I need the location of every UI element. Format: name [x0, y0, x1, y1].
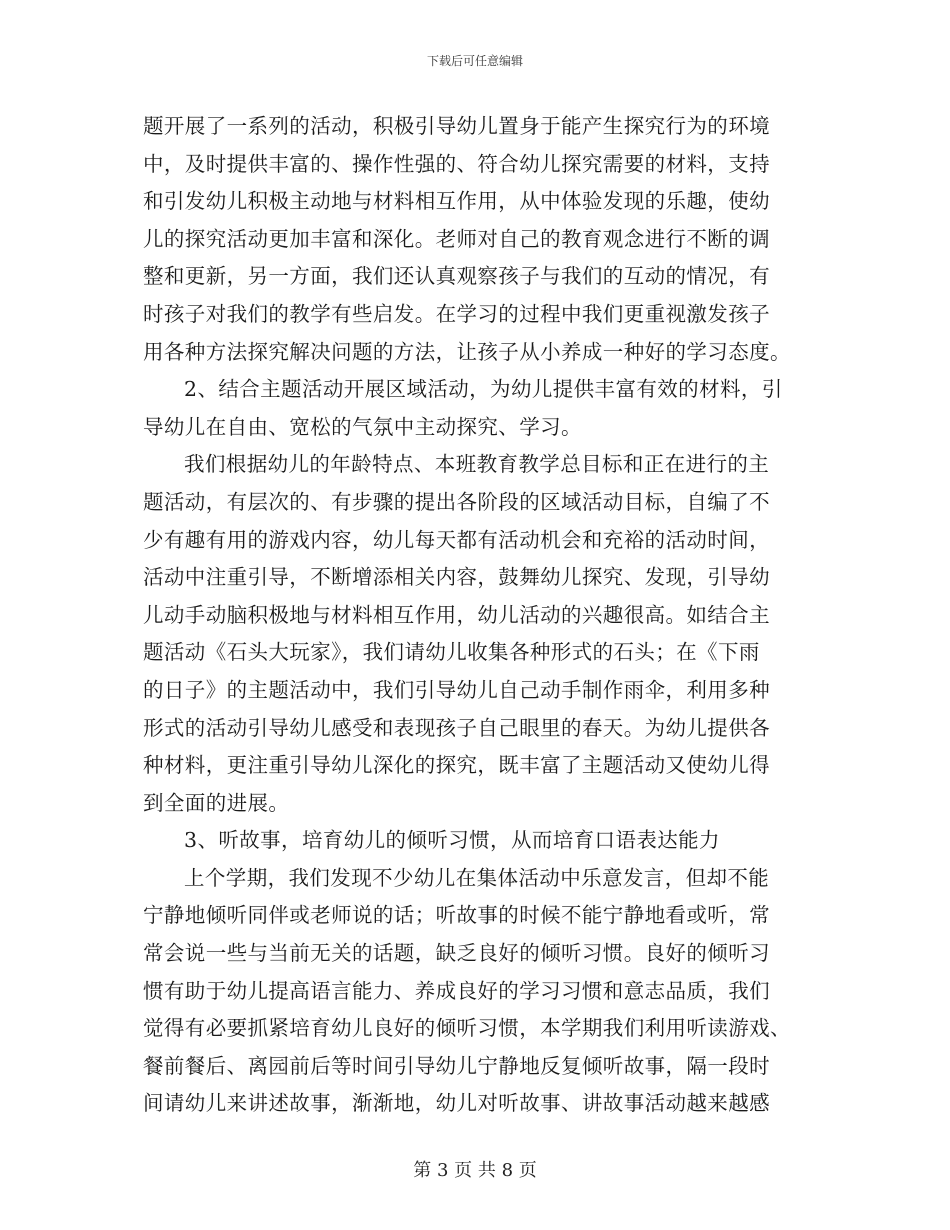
text-line: 3、听故事，培育幼儿的倾听习惯，从而培育口语表达能力	[184, 828, 720, 853]
text-line: 少有趣有用的游戏内容，幼儿每天都有活动机会和充裕的活动时间，	[143, 527, 770, 552]
text-line: 形式的活动引导幼儿感受和表现孩子自己眼里的春天。为幼儿提供各	[143, 715, 770, 740]
text-line: 间请幼儿来讲述故事，渐渐地，幼儿对听故事、讲故事活动越来越感	[143, 1091, 770, 1116]
paragraph	[143, 371, 808, 446]
text-line: 儿动手动脑积极地与材料相互作用，幼儿活动的兴趣很高。如结合主	[143, 602, 770, 627]
text-line: 2、结合主题活动开展区域活动，为幼儿提供丰富有效的材料，引	[184, 377, 783, 402]
text-line: 常会说一些与当前无关的话题，缺乏良好的倾听习惯。良好的倾听习	[143, 941, 770, 966]
text-line: 时孩子对我们的教学有些启发。在学习的过程中我们更重视激发孩子	[143, 301, 770, 326]
text-line: 觉得有必要抓紧培育幼儿良好的倾听习惯，本学期我们利用听读游戏、	[143, 1016, 791, 1041]
text-line: 上个学期，我们发现不少幼儿在集体活动中乐意发言，但却不能	[184, 865, 770, 890]
page-header: 下载后可任意编辑	[426, 54, 523, 68]
page-footer: 第 3 页 共 8 页	[413, 1160, 537, 1181]
text-line: 和引发幼儿积极主动地与材料相互作用，从中体验发现的乐趣，使幼	[143, 189, 770, 214]
text-line: 宁静地倾听同伴或老师说的话；听故事的时候不能宁静地看或听，常	[143, 903, 770, 928]
text-line: 用各种方法探究解决问题的方法，让孩子从小养成一种好的学习态度。	[143, 339, 791, 364]
paragraph	[143, 108, 808, 371]
text-line: 题开展了一系列的活动，积极引导幼儿置身于能产生探究行为的环境	[143, 114, 770, 138]
text-line: 导幼儿在自由、宽松的气氛中主动探究、学习。	[143, 414, 582, 439]
paragraph	[143, 860, 808, 1123]
text-line: 题活动《石头大玩家》，我们请幼儿收集各种形式的石头；在《下雨	[143, 640, 760, 665]
text-line: 餐前餐后、离园前后等时间引导幼儿宁静地反复倾听故事，隔一段时	[143, 1053, 770, 1078]
text-line: 我们根据幼儿的年龄特点、本班教育教学总目标和正在进行的主	[184, 452, 770, 477]
text-line: 活动中注重引导，不断增添相关内容，鼓舞幼儿探究、发现，引导幼	[143, 565, 770, 590]
text-line: 的日子》的主题活动中，我们引导幼儿自己动手制作雨伞，利用多种	[143, 677, 770, 702]
text-line: 种材料，更注重引导幼儿深化的探究，既丰富了主题活动又使幼儿得	[143, 753, 770, 778]
paragraph	[143, 446, 808, 822]
text-line: 整和更新，另一方面，我们还认真观察孩子与我们的互动的情况，有	[143, 264, 770, 289]
text-line: 到全面的进展。	[143, 790, 290, 815]
paragraph	[143, 822, 808, 860]
text-line: 中，及时提供丰富的、操作性强的、符合幼儿探究需要的材料，支持	[143, 151, 770, 176]
text-line: 惯有助于幼儿提高语言能力、养成良好的学习习惯和意志品质，我们	[143, 978, 770, 1003]
text-line: 题活动，有层次的、有步骤的提出各阶段的区域活动目标，自编了不	[143, 489, 770, 514]
document-body	[143, 108, 808, 1123]
text-line: 儿的探究活动更加丰富和深化。老师对自己的教育观念进行不断的调	[143, 226, 770, 251]
